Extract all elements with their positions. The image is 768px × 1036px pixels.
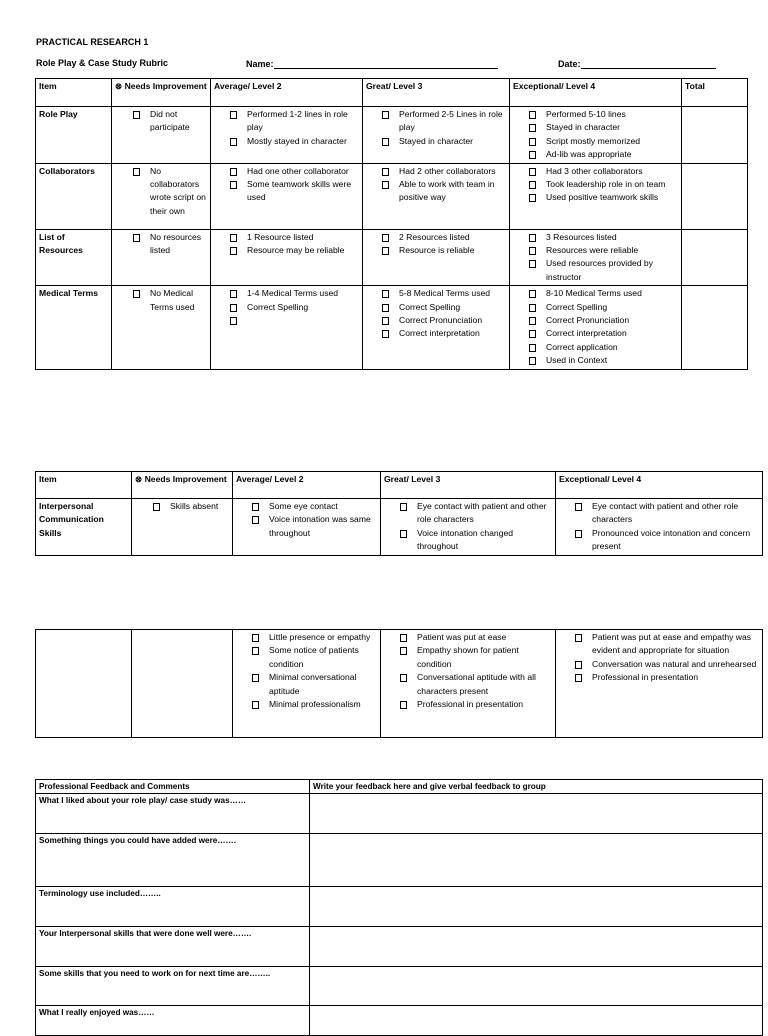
feedback-prompt: Something things you could have added were……. bbox=[36, 834, 310, 887]
checkbox-item[interactable]: Able to work with team in positive way bbox=[381, 178, 506, 205]
row-item-collaborators: Collaborators bbox=[36, 163, 112, 229]
criteria-list bbox=[399, 500, 552, 554]
feedback-prompt: Some skills that you need to work on for next time are…….. bbox=[36, 967, 310, 1006]
table-row bbox=[36, 630, 763, 738]
empty-item-cell bbox=[36, 630, 132, 738]
checkbox-item[interactable]: Had one other collaborator bbox=[229, 165, 359, 178]
criteria-list bbox=[574, 500, 759, 554]
checkbox-item[interactable]: Correct application bbox=[528, 341, 678, 354]
checkbox-item[interactable]: No collaborators wrote script on their own bbox=[132, 165, 207, 219]
criteria-list bbox=[132, 108, 207, 135]
criteria-list bbox=[251, 631, 377, 711]
empty-needs-cell bbox=[132, 630, 233, 738]
name-line[interactable] bbox=[274, 58, 498, 69]
checkbox-item[interactable]: Correct Spelling bbox=[528, 301, 678, 314]
criteria-list bbox=[132, 165, 207, 219]
checkbox-item[interactable]: Resource is reliable bbox=[381, 244, 506, 257]
feedback-input-cell[interactable] bbox=[310, 794, 763, 834]
criteria-list bbox=[381, 108, 506, 148]
checkbox-item[interactable]: Script mostly memorized bbox=[528, 135, 678, 148]
name-field[interactable] bbox=[246, 58, 498, 69]
rubric-table-main bbox=[35, 78, 748, 370]
checkbox-item[interactable]: Ad-lib was appropriate bbox=[528, 148, 678, 161]
checkbox-item[interactable]: Pronounced voice intonation and concern present bbox=[574, 527, 759, 554]
checkbox-item[interactable]: Resource may be reliable bbox=[229, 244, 359, 257]
feedback-row bbox=[36, 1006, 763, 1036]
table-row bbox=[36, 107, 748, 164]
criteria-list bbox=[528, 165, 678, 205]
checkbox-item[interactable]: Eye contact with patient and other role characters bbox=[574, 500, 759, 527]
criteria-list bbox=[152, 500, 229, 513]
feedback-row bbox=[36, 794, 763, 834]
criteria-list bbox=[381, 231, 506, 258]
checkbox-item[interactable]: Correct Pronunciation bbox=[381, 314, 506, 327]
criteria-list bbox=[229, 165, 359, 205]
total-cell[interactable] bbox=[682, 107, 748, 164]
checkbox-item[interactable]: Correct Pronunciation bbox=[528, 314, 678, 327]
checkbox-item[interactable]: No Medical Terms used bbox=[132, 287, 207, 314]
checkbox-item[interactable]: Conversation was natural and unrehearsed bbox=[574, 658, 759, 671]
feedback-prompt: What I really enjoyed was…… bbox=[36, 1006, 310, 1036]
feedback-header-row bbox=[36, 780, 763, 794]
checkbox-item[interactable]: Used in Context bbox=[528, 354, 678, 367]
criteria-list bbox=[528, 231, 678, 285]
checkbox-item[interactable]: 8-10 Medical Terms used bbox=[528, 287, 678, 300]
header-total: Total bbox=[682, 79, 748, 107]
checkbox-item[interactable]: Some eye contact bbox=[251, 500, 377, 513]
row-item-medical-terms: Medical Terms bbox=[36, 286, 112, 369]
header-item: Item bbox=[36, 472, 132, 499]
checkbox-item[interactable]: Patient was put at ease and empathy was evident and appropriate for situation bbox=[574, 631, 759, 658]
rubric-subtitle: Role Play & Case Study Rubric bbox=[36, 58, 169, 68]
feedback-header-left: Professional Feedback and Comments bbox=[36, 780, 310, 794]
checkbox-item[interactable]: Resources were reliable bbox=[528, 244, 678, 257]
date-field[interactable] bbox=[558, 58, 716, 69]
header-exceptional: Exceptional/ Level 4 bbox=[556, 472, 763, 499]
table-row bbox=[36, 499, 763, 556]
document-title: PRACTICAL RESEARCH 1 bbox=[36, 37, 149, 47]
feedback-header-right: Write your feedback here and give verbal feedback to group bbox=[310, 780, 763, 794]
checkbox-item[interactable]: Patient was put at ease bbox=[399, 631, 552, 644]
checkbox-item[interactable]: Some notice of patients condition bbox=[251, 644, 377, 671]
checkbox-item[interactable]: Correct Spelling bbox=[381, 301, 506, 314]
feedback-input-cell[interactable] bbox=[310, 887, 763, 927]
feedback-row bbox=[36, 967, 763, 1006]
checkbox-item[interactable]: Performed 1-2 lines in role play bbox=[229, 108, 359, 135]
checkbox-item[interactable]: Took leadership role in on team bbox=[528, 178, 678, 191]
checkbox-item[interactable]: Eye contact with patient and other role characters bbox=[399, 500, 552, 527]
checkbox-item[interactable]: Correct interpretation bbox=[381, 327, 506, 340]
checkbox-item[interactable]: 3 Resources listed bbox=[528, 231, 678, 244]
checkbox-item[interactable]: Little presence or empathy bbox=[251, 631, 377, 644]
feedback-table bbox=[35, 779, 763, 1036]
table-row bbox=[36, 286, 748, 369]
feedback-prompt: Terminology use included…….. bbox=[36, 887, 310, 927]
criteria-list bbox=[399, 631, 552, 711]
checkbox-item[interactable]: Conversational aptitude with all characters present bbox=[399, 671, 552, 698]
row-item-interpersonal: Interpersonal Communication Skills bbox=[36, 499, 132, 556]
table-row bbox=[36, 229, 748, 286]
feedback-input-cell[interactable] bbox=[310, 967, 763, 1006]
feedback-prompt: Your Interpersonal skills that were done well were……. bbox=[36, 927, 310, 967]
checkbox-item[interactable]: 1 Resource listed bbox=[229, 231, 359, 244]
feedback-input-cell[interactable] bbox=[310, 927, 763, 967]
rubric-table-interpersonal bbox=[35, 471, 763, 556]
checkbox-item[interactable]: Used resources provided by instructor bbox=[528, 257, 678, 284]
date-label: Date: bbox=[558, 59, 581, 69]
checkbox-item[interactable]: Had 3 other collaborators bbox=[528, 165, 678, 178]
criteria-list bbox=[132, 287, 207, 314]
row-item-resources: List of Resources bbox=[36, 229, 112, 286]
checkbox-item[interactable]: Voice intonation was same throughout bbox=[251, 513, 377, 540]
header-great: Great/ Level 3 bbox=[381, 472, 556, 499]
checkbox-item[interactable]: No resources listed bbox=[132, 231, 207, 258]
checkbox-item[interactable]: Performed 2-5 Lines in role play bbox=[381, 108, 506, 135]
checkbox-item[interactable]: Minimal conversational aptitude bbox=[251, 671, 377, 698]
criteria-list bbox=[528, 108, 678, 162]
feedback-input-cell[interactable] bbox=[310, 834, 763, 887]
feedback-row bbox=[36, 887, 763, 927]
name-label: Name: bbox=[246, 59, 274, 69]
checkbox-item[interactable]: Correct interpretation bbox=[528, 327, 678, 340]
header-item: Item bbox=[36, 79, 112, 107]
table-header-row bbox=[36, 472, 763, 499]
header-average: Average/ Level 2 bbox=[211, 79, 363, 107]
header-average: Average/ Level 2 bbox=[233, 472, 381, 499]
checkbox-item[interactable]: Used positive teamwork skills bbox=[528, 191, 678, 204]
criteria-list bbox=[132, 231, 207, 258]
criteria-list bbox=[574, 631, 759, 685]
row-item-role-play: Role Play bbox=[36, 107, 112, 164]
checkbox-item[interactable]: Empathy shown for patient condition bbox=[399, 644, 552, 671]
total-cell[interactable] bbox=[682, 163, 748, 229]
checkbox-item[interactable]: Did not participate bbox=[132, 108, 207, 135]
header-needs-improvement: ⊗ Needs Improvement bbox=[132, 472, 233, 499]
date-line[interactable] bbox=[581, 58, 716, 69]
checkbox-item[interactable]: Had 2 other collaborators bbox=[381, 165, 506, 178]
criteria-list bbox=[251, 500, 377, 540]
total-cell[interactable] bbox=[682, 229, 748, 286]
checkbox-item[interactable]: Stayed in character bbox=[381, 135, 506, 148]
criteria-list bbox=[229, 108, 359, 148]
checkbox-item[interactable] bbox=[229, 314, 359, 327]
table-row bbox=[36, 163, 748, 229]
criteria-list bbox=[528, 287, 678, 367]
checkbox-item[interactable]: 2 Resources listed bbox=[381, 231, 506, 244]
feedback-prompt: What I liked about your role play/ case study was…… bbox=[36, 794, 310, 834]
checkbox-item[interactable]: 1-4 Medical Terms used bbox=[229, 287, 359, 300]
feedback-input-cell[interactable] bbox=[310, 1006, 763, 1036]
checkbox-item[interactable]: 5-8 Medical Terms used bbox=[381, 287, 506, 300]
criteria-list bbox=[229, 287, 359, 327]
checkbox-item[interactable]: Voice intonation changed throughout bbox=[399, 527, 552, 554]
checkbox-item[interactable]: Professional in presentation bbox=[399, 698, 552, 711]
criteria-list bbox=[381, 287, 506, 341]
header-great: Great/ Level 3 bbox=[363, 79, 510, 107]
checkbox-item[interactable]: Some teamwork skills were used bbox=[229, 178, 359, 205]
checkbox-item[interactable]: Professional in presentation bbox=[574, 671, 759, 684]
rubric-table-continuation bbox=[35, 629, 763, 738]
checkbox-item[interactable]: Stayed in character bbox=[528, 121, 678, 134]
header-exceptional: Exceptional/ Level 4 bbox=[510, 79, 682, 107]
checkbox-item[interactable]: Performed 5-10 lines bbox=[528, 108, 678, 121]
criteria-list bbox=[381, 165, 506, 205]
total-cell[interactable] bbox=[682, 286, 748, 369]
header-needs-improvement: ⊗ Needs Improvement bbox=[112, 79, 211, 107]
checkbox-item[interactable]: Skills absent bbox=[152, 500, 229, 513]
checkbox-item[interactable]: Mostly stayed in character bbox=[229, 135, 359, 148]
feedback-row bbox=[36, 834, 763, 887]
checkbox-item[interactable]: Minimal professionalism bbox=[251, 698, 377, 711]
checkbox-item[interactable]: Correct Spelling bbox=[229, 301, 359, 314]
table-header-row bbox=[36, 79, 748, 107]
criteria-list bbox=[229, 231, 359, 258]
feedback-row bbox=[36, 927, 763, 967]
